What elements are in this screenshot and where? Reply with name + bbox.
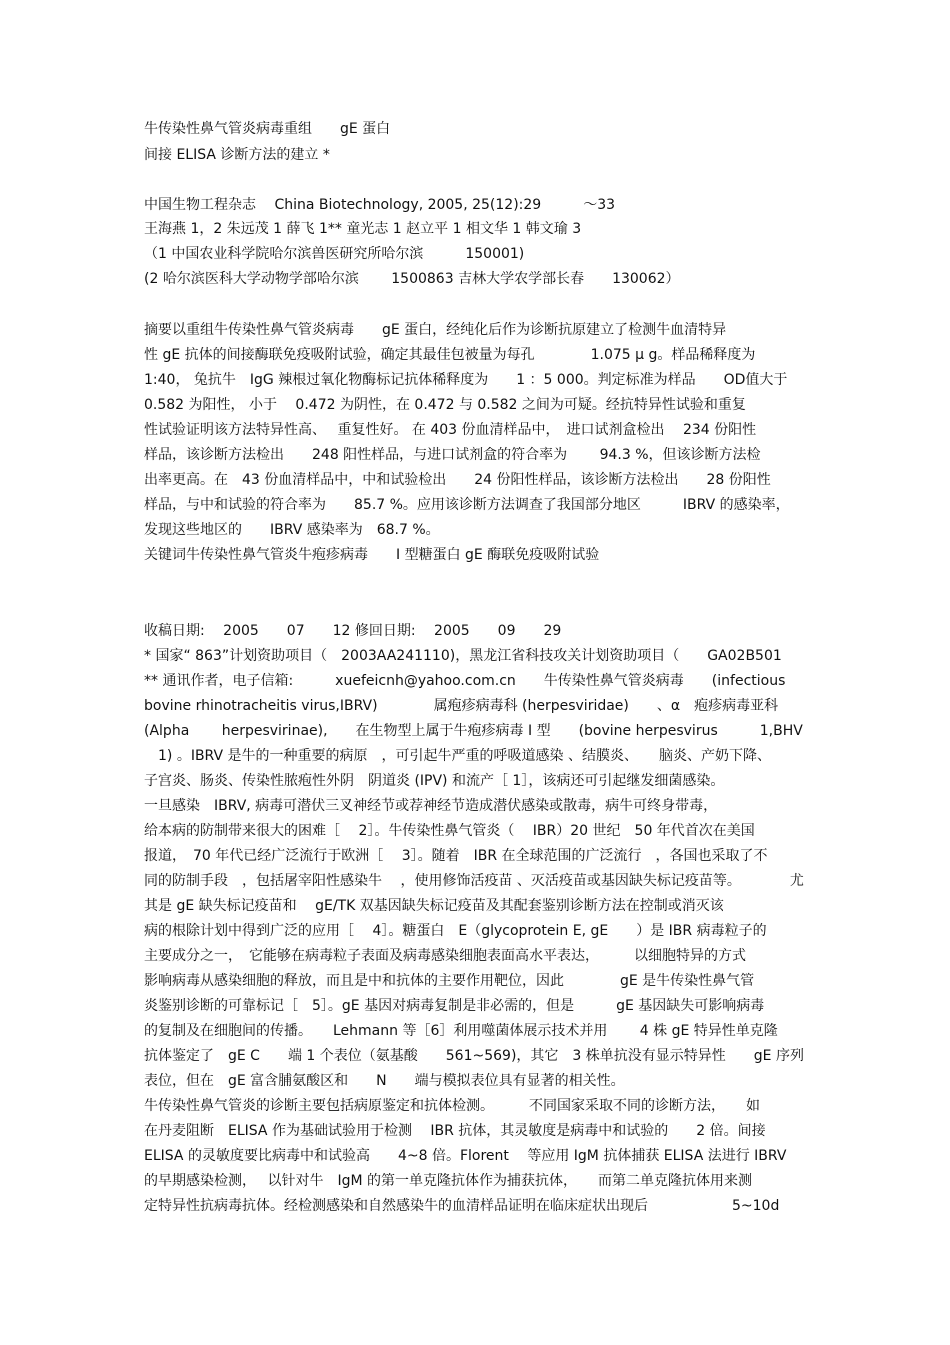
corresponding-author-footnote: ** 通讯作者，电子信箱: xuefeicnh@yahoo.com.cn 牛传染性鼻气管炎病毒 (infectious (144, 673, 786, 689)
abstract-line: 1:40， 兔抗牛 IgG 辣根过氧化物酶标记抗体稀释度为 1 ：5 000。判定标准为样品 OD值大于 (144, 372, 788, 388)
body-line: 影响病毒从感染细胞的释放，而且是中和抗体的主要作用靶位，因此 gE 是牛传染性鼻气管 (144, 973, 755, 989)
body-line: 表位，但在 gE 富含脯氨酸区和 N 端与模拟表位具有显著的相关性。 (144, 1073, 625, 1089)
body-line: ELISA 的灵敏度要比病毒中和试验高 4~8 倍。Florent 等应用 IgM 抗体捕获 ELISA 法进行 IBRV (144, 1148, 787, 1164)
body-line: 给本病的防制带来很大的困难［ 2］。牛传染性鼻气管炎（ IBR）20 世纪 50 年代首次在美国 (144, 823, 755, 839)
body-line: 子宫炎、肠炎、传染性脓疱性外阴 阴道炎 (IPV) 和流产［ 1］，该病还可引起继发细菌感染。 (144, 773, 725, 789)
body-line: 的复制及在细胞间的传播。 Lehmann 等［6］利用噬菌体展示技术并用 4 株 gE 特异性单克隆 (144, 1023, 778, 1039)
abstract-line: 性试验证明该方法特异性高、 重复性好。 在 403 份血清样品中， 进口试剂盒检出 234 份阳性 (144, 422, 757, 438)
received-dates: 收稿日期: 2005 07 12 修回日期: 2005 09 29 (144, 623, 562, 639)
authors: 王海燕 1，2 朱远茂 1 薛飞 1** 童光志 1 赵立平 1 相文华 1 韩文瑜 3 (144, 221, 582, 237)
body-line: 一旦感染 IBRV, 病毒可潜伏三叉神经节或荐神经节造成潜伏感染或散毒，病牛可终身带毒， (144, 798, 718, 814)
body-line: bovine rhinotracheitis virus,IBRV) 属疱疹病毒科 (herpesviridae) 、α 疱疹病毒亚科 (144, 698, 779, 714)
affiliation-2: (2 哈尔滨医科大学动物学部哈尔滨 1500863 吉林大学农学部长春 130062） (144, 271, 680, 287)
body-line: 炎鉴别诊断的可靠标记［ 5］。gE 基因对病毒复制是非必需的，但是 gE 基因缺失可影响病毒 (144, 998, 765, 1014)
abstract-line: 摘要以重组牛传染性鼻气管炎病毒 gE 蛋白，经纯化后作为诊断抗原建立了检测牛血清特异 (144, 322, 727, 338)
title-line-1: 牛传染性鼻气管炎病毒重组 gE 蛋白 (144, 121, 391, 137)
body-line: 的早期感染检测， 以针对牛 IgM 的第一单克隆抗体作为捕获抗体， 而第二单克隆抗体用来测 (144, 1173, 752, 1189)
title-line-2: 间接 ELISA 诊断方法的建立 * (144, 147, 330, 163)
body-line: 牛传染性鼻气管炎的诊断主要包括病原鉴定和抗体检测。 不同国家采取不同的诊断方法， 如 (144, 1098, 760, 1114)
body-line: 同的防制手段 ，包括屠宰阳性感染牛 ，使用修饰活疫苗 、灭活疫苗或基因缺失标记疫苗等。 尤 (144, 873, 804, 889)
keywords: 关键词牛传染性鼻气管炎牛疱疹病毒 I 型糖蛋白 gE 酶联免疫吸附试验 (144, 547, 600, 563)
abstract-line: 0.582 为阳性， 小于 0.472 为阴性，在 0.472 与 0.582 之间为可疑。经抗特异性试验和重复 (144, 397, 746, 413)
abstract-line: 出率更高。在 43 份血清样品中，中和试验检出 24 份阳性样品，该诊断方法检出 28 份阳性 (144, 472, 771, 488)
body-line: 病的根除计划中得到广泛的应用［ 4］。糖蛋白 E（glycoprotein E, gE ）是 IBR 病毒粒子的 (144, 923, 767, 939)
body-line: 其是 gE 缺失标记疫苗和 gE/TK 双基因缺失标记疫苗及其配套鉴别诊断方法在控制或消灭该 (144, 898, 724, 914)
abstract-line: 性 gE 抗体的间接酶联免疫吸附试验，确定其最佳包被量为每孔 1.075 μ g。样品稀释度为 (144, 347, 756, 363)
body-line: (Alpha herpesvirinae), 在生物型上属于牛疱疹病毒 I 型 (bovine herpesvirus 1,BHV (144, 723, 803, 739)
affiliation-1: （1 中国农业科学院哈尔滨兽医研究所哈尔滨 150001) (144, 246, 525, 262)
abstract-line: 样品，该诊断方法检出 248 阳性样品，与进口试剂盒的符合率为 94.3 %，但该诊断方法检 (144, 447, 761, 463)
body-line: 抗体鉴定了 gE C 端 1 个表位（氨基酸 561~569)，其它 3 株单抗没有显示特异性 gE 序列 (144, 1048, 804, 1064)
abstract-line: 发现这些地区的 IBRV 感染率为 68.7 %。 (144, 522, 440, 538)
abstract-line: 样品，与中和试验的符合率为 85.7 %。应用该诊断方法调查了我国部分地区 IBRV 的感染率， (144, 497, 790, 513)
body-line: 在丹麦阻断 ELISA 作为基础试验用于检测 IBR 抗体，其灵敏度是病毒中和试验的 2 倍。间接 (144, 1123, 766, 1139)
body-line: 1) 。IBRV 是牛的一种重要的病原 ，可引起牛严重的呼吸道感染 、结膜炎、 脑炎、产奶下降、 (144, 748, 771, 764)
body-line: 定特异性抗病毒抗体。经检测感染和自然感染牛的血清样品证明在临床症状出现后 5~10d (144, 1198, 780, 1214)
body-line: 主要成分之一， 它能够在病毒粒子表面及病毒感染细胞表面高水平表达， 以细胞特异的方式 (144, 948, 746, 964)
journal-citation: 中国生物工程杂志 China Biotechnology, 2005, 25(12):29 ～33 (144, 197, 616, 213)
funding-footnote: * 国家“ 863”计划资助项目（ 2003AA241110)，黑龙江省科技攻关计划资助项目（ GA02B501 (144, 648, 782, 664)
body-line: 报道， 70 年代已经广泛流行于欧洲［ 3］。随着 IBR 在全球范围的广泛流行 ，各国也采取了不 (144, 848, 768, 864)
